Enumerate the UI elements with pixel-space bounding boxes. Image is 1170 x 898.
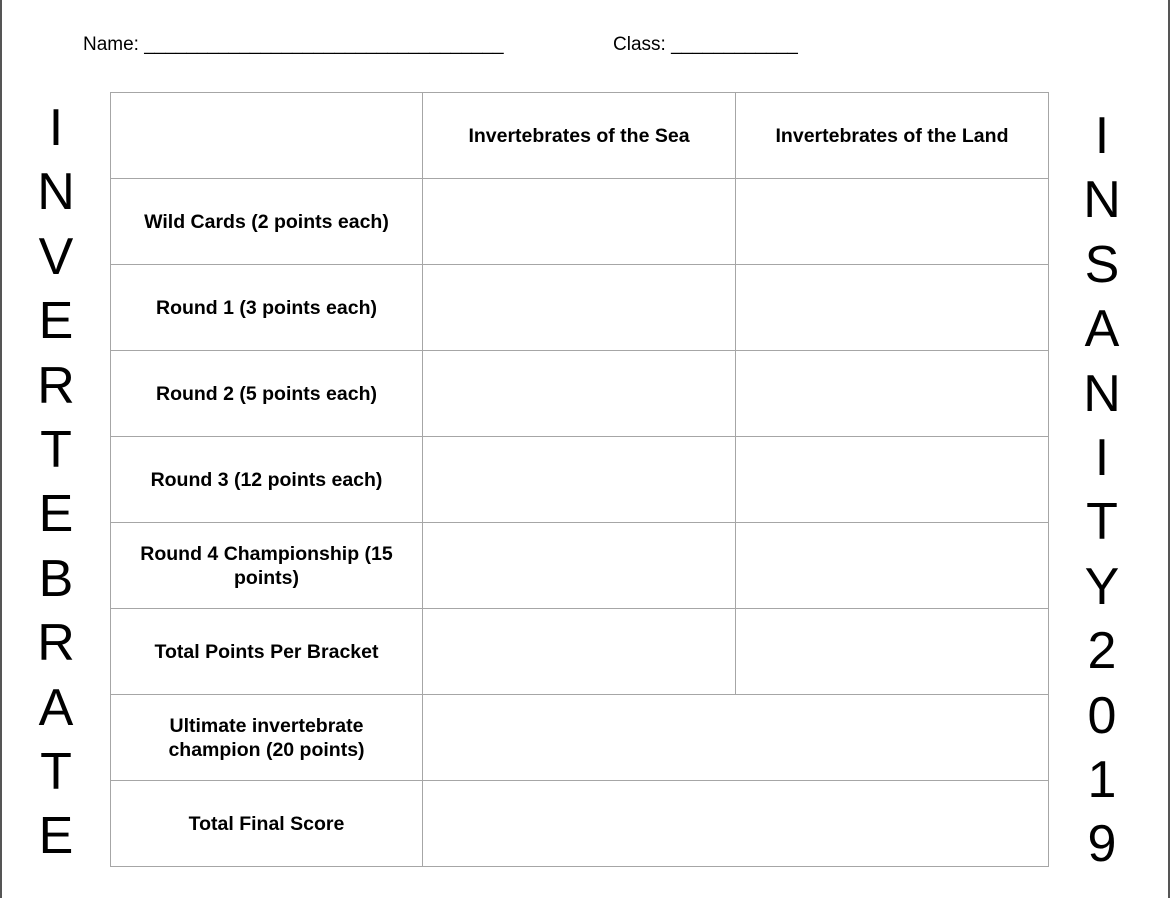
side-title-letter: S — [1084, 235, 1120, 294]
side-title-letter: N — [1083, 364, 1121, 423]
side-title-letter: R — [37, 614, 75, 673]
land-score-cell[interactable] — [736, 437, 1049, 523]
land-score-cell[interactable] — [736, 523, 1049, 609]
table-row — [111, 695, 1049, 781]
side-title-letter: N — [37, 163, 75, 222]
class-line[interactable]: Class: ____________ — [613, 34, 798, 55]
land-score-cell[interactable] — [736, 609, 1049, 695]
header-sea: Invertebrates of the Sea — [423, 93, 736, 179]
row-label: Round 1 (3 points each) — [111, 265, 423, 351]
side-title-letter: T — [40, 742, 72, 801]
score-table — [110, 92, 1049, 867]
side-title-letter: N — [1083, 171, 1121, 230]
sea-score-cell[interactable] — [423, 609, 736, 695]
table-row — [111, 437, 1049, 523]
side-title-letter: 2 — [1087, 622, 1117, 681]
table-row — [111, 265, 1049, 351]
land-score-cell[interactable] — [736, 179, 1049, 265]
side-title-letter: I — [48, 99, 64, 157]
name-line[interactable]: Name: __________________________________ — [83, 34, 504, 55]
final-score-cell[interactable] — [423, 781, 1049, 867]
row-label: Ultimate invertebrate champion (20 points) — [111, 695, 423, 781]
side-title-letter: E — [38, 292, 74, 351]
side-title-right — [1078, 104, 1126, 877]
table-row — [111, 781, 1049, 867]
sea-score-cell[interactable] — [423, 265, 736, 351]
champion-score-cell[interactable] — [423, 695, 1049, 781]
land-score-cell[interactable] — [736, 265, 1049, 351]
sea-score-cell[interactable] — [423, 437, 736, 523]
side-title-letter: I — [1094, 428, 1110, 487]
row-label: Total Points Per Bracket — [111, 609, 423, 695]
side-title-letter: 1 — [1087, 750, 1117, 809]
table-row — [111, 523, 1049, 609]
side-title-letter: E — [38, 485, 74, 544]
sea-score-cell[interactable] — [423, 179, 736, 265]
row-label: Round 3 (12 points each) — [111, 437, 423, 523]
header-land: Invertebrates of the Land — [736, 93, 1049, 179]
land-score-cell[interactable] — [736, 351, 1049, 437]
side-title-letter: A — [38, 678, 74, 737]
side-title-letter: 0 — [1087, 686, 1117, 745]
side-title-letter: R — [37, 356, 75, 415]
side-title-letter: T — [40, 420, 72, 479]
side-title-letter: A — [1084, 300, 1120, 359]
side-title-letter: V — [38, 227, 74, 286]
table-row — [111, 179, 1049, 265]
row-label: Round 4 Championship (15 points) — [111, 523, 423, 609]
sea-score-cell[interactable] — [423, 351, 736, 437]
table-row — [111, 609, 1049, 695]
side-title-letter: I — [1094, 107, 1110, 165]
side-title-letter: T — [1086, 493, 1118, 552]
row-label: Wild Cards (2 points each) — [111, 179, 423, 265]
side-title-letter: B — [38, 549, 74, 608]
side-title-letter: 9 — [1087, 815, 1117, 874]
row-label: Total Final Score — [111, 781, 423, 867]
header-blank-cell — [111, 93, 423, 179]
table-header-row — [111, 93, 1049, 179]
side-title-left — [32, 96, 80, 869]
side-title-letter: Y — [1084, 557, 1120, 616]
table-row — [111, 351, 1049, 437]
side-title-letter: E — [38, 807, 74, 866]
sea-score-cell[interactable] — [423, 523, 736, 609]
row-label: Round 2 (5 points each) — [111, 351, 423, 437]
